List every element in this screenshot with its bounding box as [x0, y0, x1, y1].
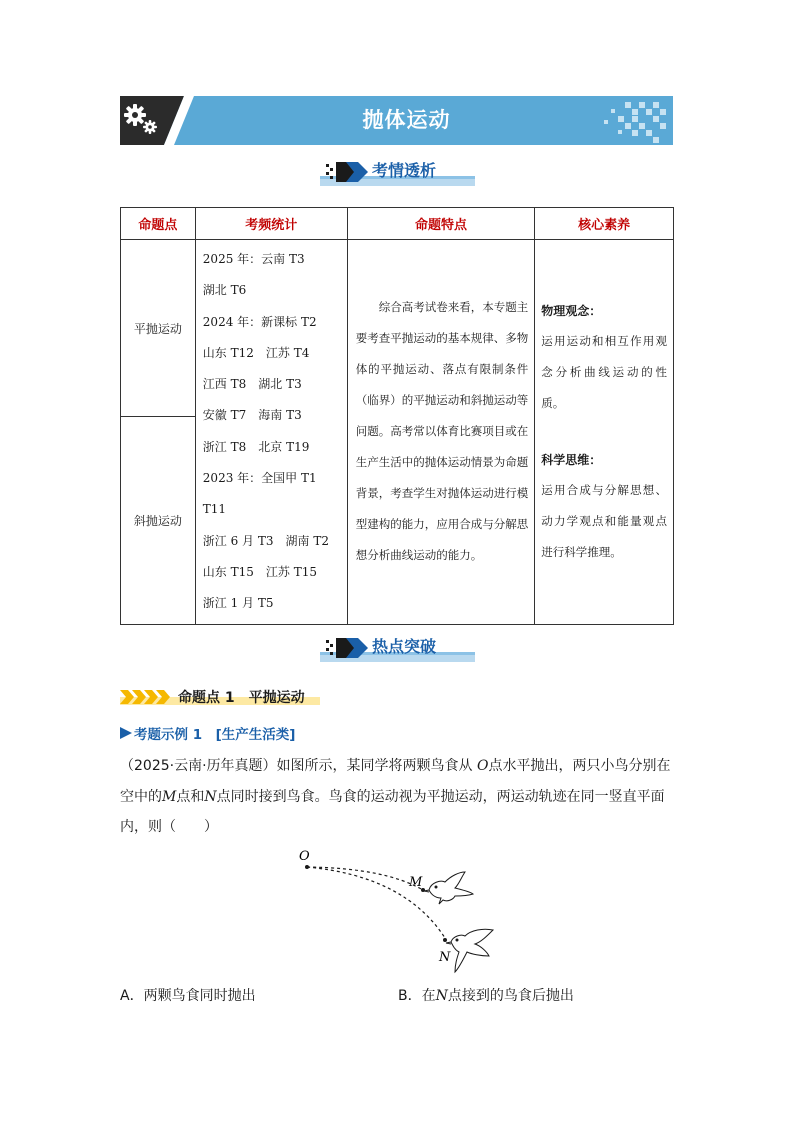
frequency-line: 浙江 6 月 T3 湖南 T2: [202, 533, 329, 548]
bird-icon: [446, 929, 493, 972]
section-title: 考情透析: [372, 161, 437, 180]
example-title: 考题示例 1 [生产生活类]: [134, 727, 296, 743]
frequency-line: 山东 T12 江苏 T4: [202, 345, 310, 360]
frequency-line: 湖北 T6: [202, 283, 247, 298]
table-header: 命题特点: [347, 208, 535, 240]
projectile-figure: [295, 846, 505, 978]
question-part: 点水平抛出，两只小鸟分别在空中的: [120, 758, 671, 805]
var-o: O: [476, 758, 489, 774]
question-part: 点同时接到鸟食。鸟食的运动视为平抛运动，两运动轨迹在同一竖直平面内，则（ ）: [120, 788, 665, 835]
literacy-text: 运用合成与分解思想、动力学观点和能量观点进行科学推理。: [541, 482, 667, 559]
frequency-line: 安徽 T7 海南 T3: [202, 408, 302, 423]
title-banner: [120, 96, 673, 145]
table-header: 命题点: [121, 208, 196, 240]
var-n: N: [435, 988, 448, 1004]
question-part: 点和: [176, 788, 205, 805]
frequency-line: T11: [202, 502, 227, 517]
features-cell: [347, 240, 535, 625]
frequency-cell: [195, 240, 347, 625]
trajectory-m: [307, 867, 423, 890]
topic-cell: 斜抛运动: [121, 417, 196, 624]
section-header-hotspot: [320, 630, 475, 666]
question-text: [120, 751, 675, 843]
literacy-heading: 物理观念：: [541, 303, 602, 318]
frequency-line: 江西 T8 湖北 T3: [202, 377, 302, 392]
frequency-line: 2024 年：新课标 T2: [202, 314, 317, 329]
label-o: O: [299, 849, 310, 864]
frequency-line: 浙江 T8 北京 T19: [202, 439, 310, 454]
exam-analysis-table: [120, 207, 674, 625]
label-m: M: [409, 875, 423, 890]
question-part: （2025·云南·历年真题）如图所示，某同学将两颗鸟食从: [120, 758, 477, 774]
option-b: [398, 985, 574, 1005]
triangle-icon: [120, 727, 132, 739]
literacy-text: 运用运动和相互作用观念分析曲线运动的性质。: [541, 333, 667, 410]
trajectory-n: [307, 867, 445, 938]
frequency-line: 浙江 1 月 T5: [202, 596, 274, 611]
section-header-analysis: [320, 154, 475, 190]
frequency-line: 2025 年：云南 T3: [202, 252, 305, 266]
literacy-heading: 科学思维：: [541, 452, 602, 467]
literacy-cell: [535, 240, 674, 625]
frequency-line: 2023 年：全国甲 T1: [202, 471, 317, 486]
section-title: 热点突破: [372, 637, 437, 656]
option-b-prefix: B．在: [398, 988, 436, 1004]
var-m: M: [162, 788, 177, 805]
features-text: 综合高考试卷来看，本专题主要考查平抛运动的基本规律、多物体的平抛运动、落点有限制条件（临界）的平抛运动和斜抛运动等问题。高考常以体育比赛项目或在生产生活中的抛体运动情景为命题背景，考查学生对抛体运动进行模型建构的能力，应用合成与分解思想分析曲线运动的能力。: [355, 300, 529, 563]
page-title: 抛体运动: [362, 108, 451, 132]
option-a: A．两颗鸟食同时抛出: [120, 988, 256, 1004]
table-header: 核心素养: [535, 208, 674, 240]
table-header: 考频统计: [195, 208, 347, 240]
label-n: N: [439, 950, 451, 965]
var-n: N: [204, 788, 217, 805]
frequency-line: 山东 T15 江苏 T15: [202, 564, 317, 579]
topic-cell: 平抛运动: [121, 240, 196, 417]
point-title: 命题点 1 平抛运动: [178, 690, 305, 706]
bird-icon: [424, 872, 473, 904]
option-b-suffix: 点接到的鸟食后抛出: [447, 988, 574, 1004]
